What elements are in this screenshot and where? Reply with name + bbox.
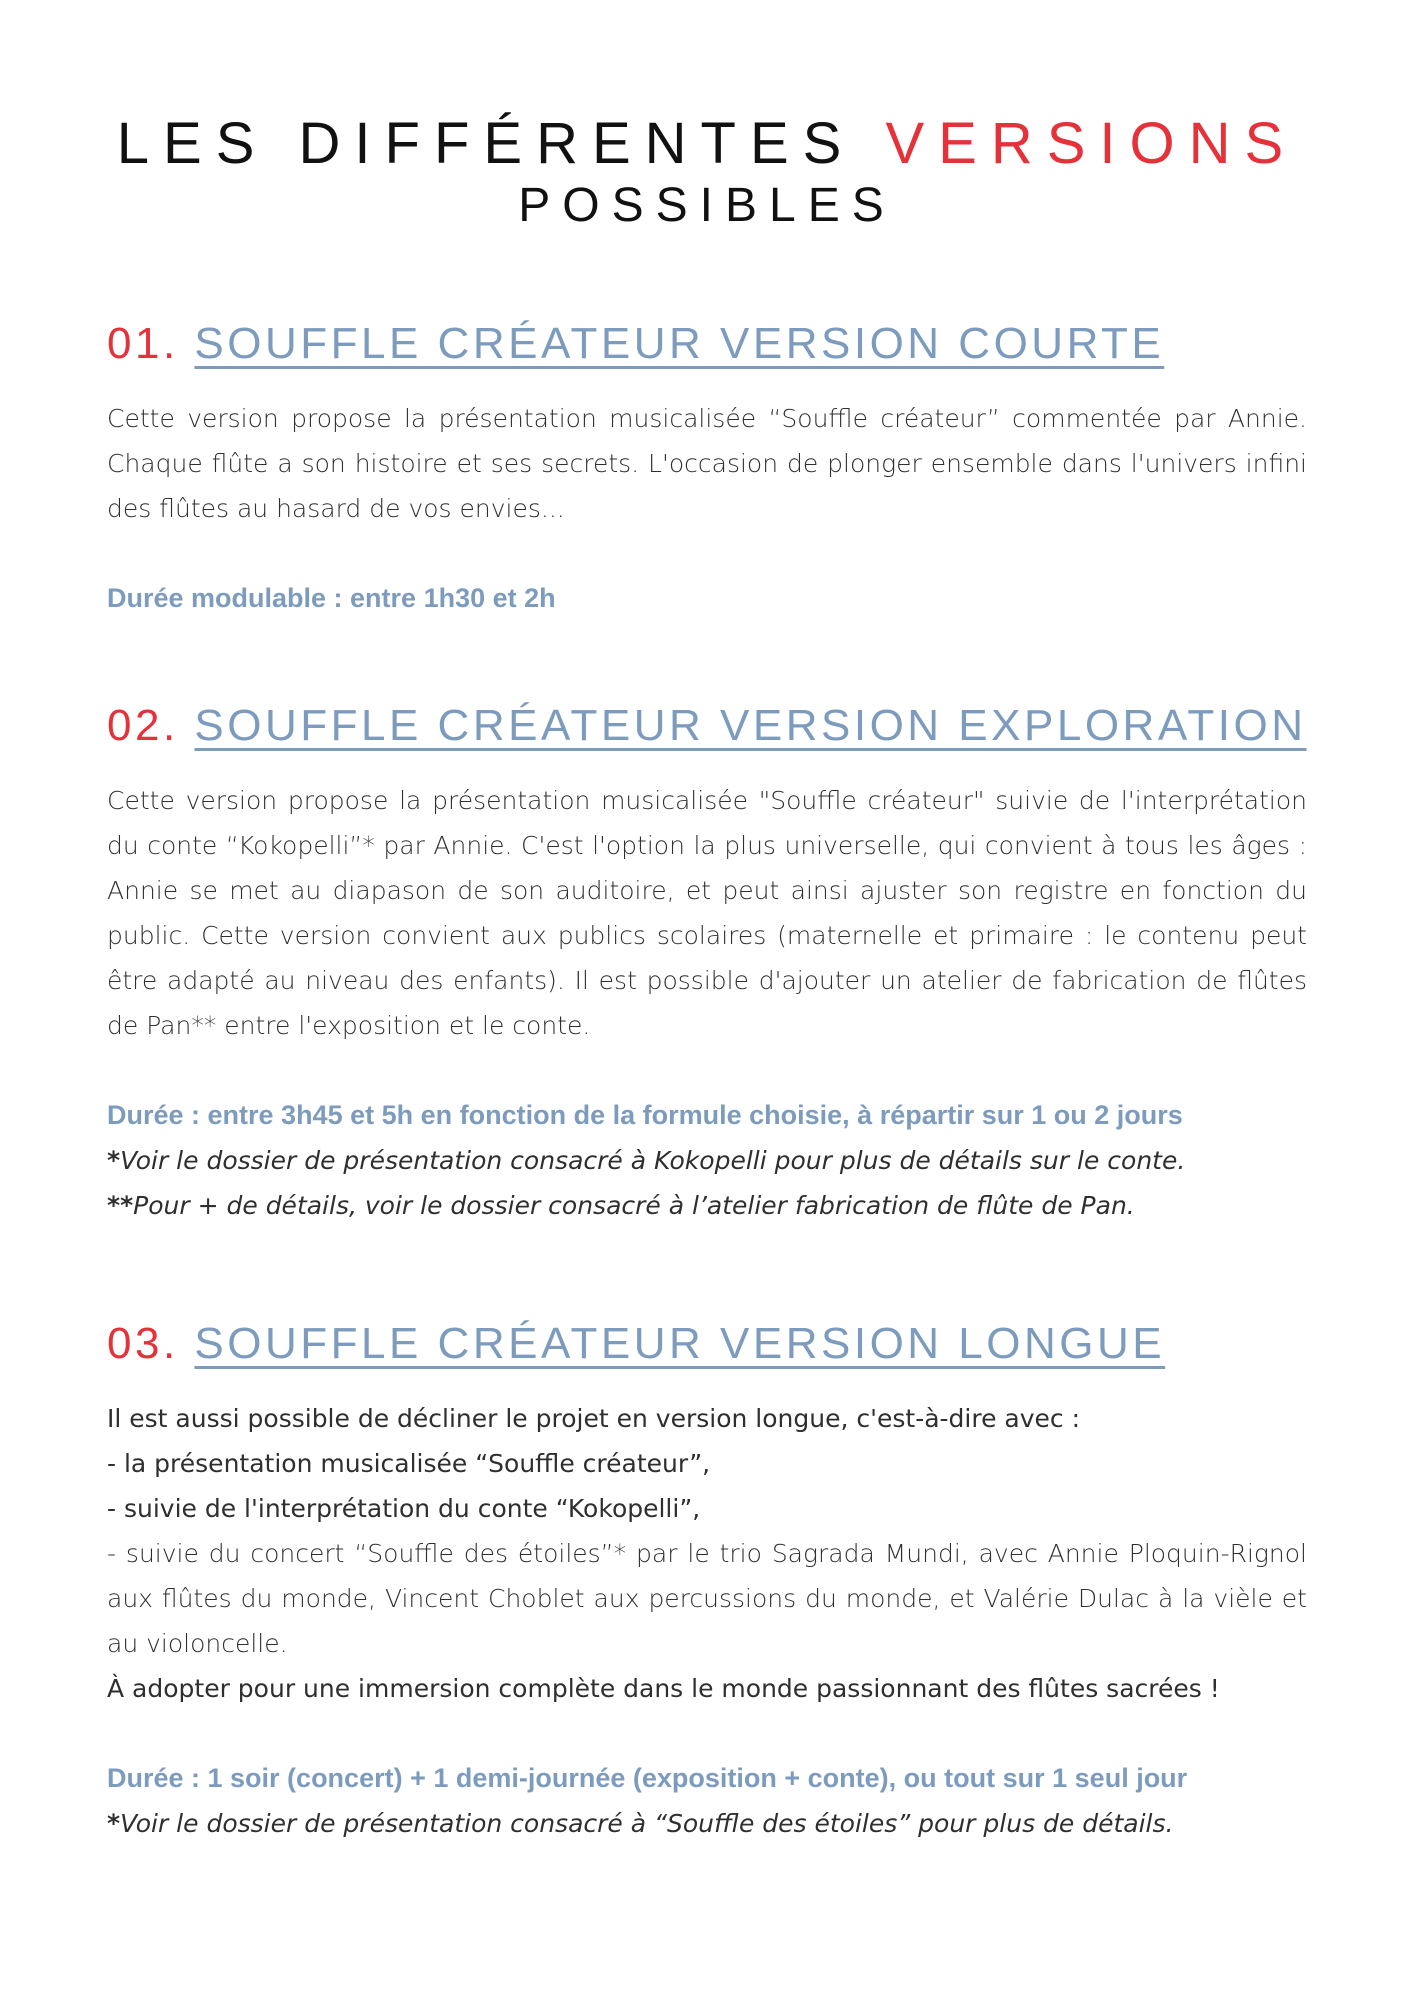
- section-exploration: [107, 700, 1307, 1228]
- section-longue: [107, 1318, 1307, 1846]
- list-item: - suivie de l'interprétation du conte “Kokopelli”,: [107, 1494, 701, 1523]
- closing-line: À adopter pour une immersion complète dans le monde passionnant des flûtes sacrées !: [107, 1674, 1220, 1703]
- page-title: [0, 113, 1414, 237]
- footnote-text: Pour + de détails, voir le dossier consacré à l’atelier fabrication de flûte de Pan.: [133, 1191, 1135, 1220]
- section-body: Cette version propose la présentation musicalisée "Souffle créateur" suivie de l'interprétation du conte “Kokopelli”* par Annie. C'est l'option la plus universelle, qui convient à tous les âges : Annie se met au diapason de son auditoire, et peut ainsi ajuster son registre en fonction du public. Cette version convient aux publics scolaires (maternelle et primaire : le contenu peut être adapté au niveau des enfants). Il est possible d'ajouter un atelier de fabrication de flûtes de Pan** entre l'exposition et le conte.: [107, 786, 1307, 1040]
- intro-line: Il est aussi possible de décliner le projet en version longue, c'est-à-dire avec :: [107, 1404, 1081, 1433]
- list-item: - la présentation musicalisée “Souffle créateur”,: [107, 1449, 711, 1478]
- section-title: SOUFFLE CRÉATEUR VERSION EXPLORATION: [194, 701, 1307, 750]
- footnote-text: Voir le dossier de présentation consacré à “Souffle des étoiles” pour plus de détails.: [120, 1809, 1174, 1838]
- duration-text: Durée : 1 soir (concert) + 1 demi-journée (exposition + conte), ou tout sur 1 seul jour: [107, 1763, 1188, 1793]
- footnote-1: [107, 1138, 1307, 1183]
- section-number: 02.: [107, 701, 179, 750]
- section-number: 03.: [107, 1319, 179, 1368]
- section-heading: [107, 1318, 1307, 1370]
- section-body: [107, 1396, 1307, 1711]
- footnote-marker: **: [107, 1191, 134, 1220]
- title-line-2: POSSIBLES: [518, 179, 896, 233]
- list-item: - suivie du concert “Souffle des étoiles”* par le trio Sagrada Mundi, avec Annie Ploquin-Rignol aux flûtes du monde, Vincent Choblet aux percussions du monde, et Valérie Dulac à la vièle et au violoncelle.: [107, 1539, 1307, 1658]
- title-line-1: [0, 113, 1414, 175]
- section-heading: [107, 318, 1307, 370]
- duration-text: Durée modulable : entre 1h30 et 2h: [107, 583, 556, 613]
- footnote-marker: *: [107, 1809, 121, 1838]
- section-title: SOUFFLE CRÉATEUR VERSION COURTE: [194, 319, 1165, 368]
- section-courte: [107, 318, 1307, 621]
- title-accent-text: VERSIONS: [885, 111, 1298, 177]
- footnote-text: Voir le dossier de présentation consacré à Kokopelli pour plus de détails sur le conte.: [120, 1146, 1186, 1175]
- duration-text: Durée : entre 3h45 et 5h en fonction de la formule choisie, à répartir sur 1 ou 2 jours: [107, 1100, 1183, 1130]
- section-number: 01.: [107, 319, 179, 368]
- title-text: LES DIFFÉRENTES: [116, 111, 886, 177]
- section-title: SOUFFLE CRÉATEUR VERSION LONGUE: [194, 1319, 1166, 1368]
- section-body: Cette version propose la présentation musicalisée “Souffle créateur” commentée par Annie. Chaque flûte a son histoire et ses secrets. L'occasion de plonger ensemble dans l'univers infini des flûtes au hasard de vos envies...: [107, 404, 1307, 523]
- section-heading: [107, 700, 1307, 752]
- footnote-marker: *: [107, 1146, 121, 1175]
- footnote-1: [107, 1801, 1307, 1846]
- footnote-2: [107, 1183, 1307, 1228]
